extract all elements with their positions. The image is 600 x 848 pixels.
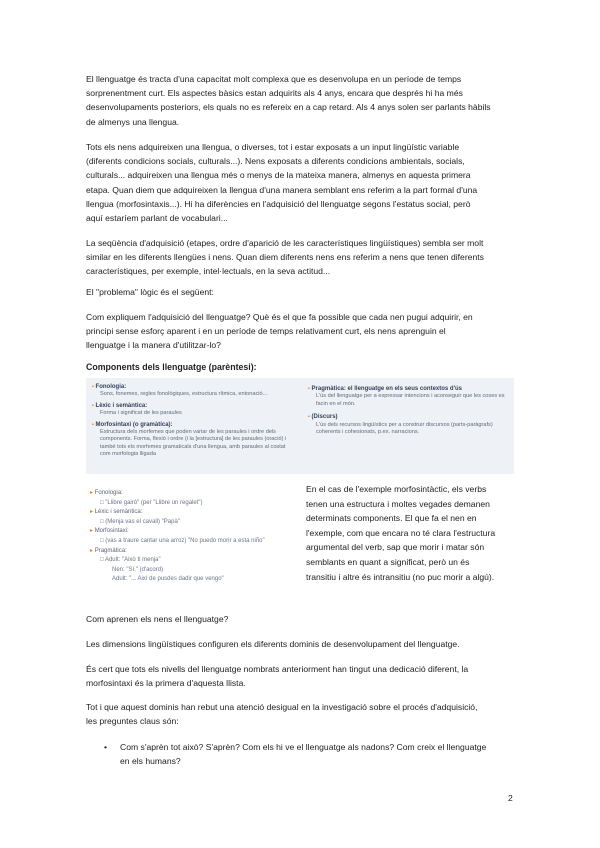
component-item: ▪ Pragmàtica: el llenguatge en els seus contextos d'ús [308, 386, 463, 392]
page-number: 2 [508, 793, 513, 803]
paragraph-levels: És cert que tots els nivells del llenguatge nombrats anteriorment han tingut una dedicació diferent, la morfosintaxi és la primera d'aquesta llista. [86, 664, 469, 689]
components-figure [86, 378, 514, 474]
examples-list [90, 489, 295, 585]
list-item: □ "Llibre gairó" (per "Llibre un regalet") [100, 499, 203, 506]
paragraph-problem: El "problema" lògic és el següent: [86, 287, 214, 297]
paragraph-dimensions: Les dimensions lingüístiques configuren els diferents dominis de desenvolupament del llenguatge. [86, 639, 460, 649]
list-item: ▸ Morfosintaxi: [90, 528, 129, 535]
component-item: ▪ Fonologia: [92, 384, 127, 390]
list-item: Adult: "... Així de pusdes dadir que vengo" [112, 576, 224, 583]
list-item: ▸ Pragmàtica: [90, 547, 127, 554]
component-item: ▪ Morfosintaxi (o gramàtica): [92, 421, 173, 428]
components-right-column: ▪ Pragmàtica: el llenguatge en els seus contextos d'ús L'ús del llenguatge per a expressar intencions i aconseguir que les coses es facin en el món. ▪ (Discurs) L'ús dels recursos lingüístics per a construir discursos (parts-paràgrafs) coherents i cohesionats, p.ex. narracions. [308, 386, 508, 436]
list-item: ▸ Fonologia: [90, 490, 123, 496]
list-item: □ (vas a traure cantar una arroz) "No puedo morir a esta niño" [100, 537, 265, 544]
paragraph-question: Com expliquem l'adquisició del llenguatge? Què és el que fa possible que cada nen pugui adquirir, en principi sense esforç aparent i en un període de temps relativament curt, els nens aprenguin el llenguatge i la manera d'utilitzar-lo? [86, 312, 473, 351]
list-item: □ Adult: "Això ti menja" [100, 557, 161, 564]
key-question-bullet: • Com s'aprèn tot això? S'aprèn? Com els hi ve el llenguatge als nadons? Com creix el llenguatge en els humans? [104, 742, 487, 767]
paragraph-intro: El llenguatge és tracta d'una capacitat molt complexa que es desenvolupa en un període de temps sorprenentment curt. Els aspectes bàsics estan adquirits als 4 anys, encara que després hi ha més desenvolupaments posteriors, els quals no es refereix en a cap retard. Als 4 anys solen ser parlants hàbils de almenys una llengua. [86, 74, 491, 127]
list-item: □ (Menja vas el cavall) "Papà" [100, 518, 180, 525]
components-left-column: ▪ Fonologia: Sons, fonemes, regles fonològiques, estructura rítmica, entonació... ▪ Lèxic i semàntica: Forma i significat de les paraules ▪ Morfosintaxi (o gramàtica): Estructura dels morfemes que poden variar de les paraules i ordre dels components. Forma, flexió i ordre (i la [estructura] de les paraules (oració) i també tots els morfemes gramaticals d'una llengua, amb paraules al costat com morfologia lligada [92, 384, 297, 459]
components-heading: Components dels llenguatge (parèntesi): [86, 362, 257, 372]
bullet-icon: • [104, 742, 108, 752]
paragraph-morphosyntax-example: En el cas de l'exemple morfosintàctic, els verbs tenen una estructura i moltes vegades demanen determinats components. El que fa el nen en l'exemple, com que encara no té clara l'estructura argumental del verb, sap que morir i matar són semblants en quant a significat, però un és transitiu i altre és intransitiu (no puc morir a algú). [306, 484, 496, 582]
component-item: ▪ Lèxic i semàntica: [92, 402, 148, 409]
paragraph-sequence: La seqüència d'adquisició (etapes, ordre d'aparició de les característiques lingüístiques) sembla ser molt similar en les diferents llengües i nens. Quan diem diferents nens ens referim a nens que tenen diferents característiques, per exemple, intel·lectuals, en la seva actitud... [86, 238, 484, 277]
paragraph-how-learn: Com aprenen els nens el llenguatge? [86, 614, 229, 624]
list-item: ▸ Lèxic i semàntica: [90, 509, 143, 516]
component-item: ▪ (Discurs) [308, 414, 338, 421]
paragraph-input: Tots els nens adquireixen una llengua, o diverses, tot i estar exposats a un input lingüístic variable (diferents condicions socials, culturals...). Nens exposats a diferents condicions ambientals, socials, culturals... adquireixen una llengua més o menys de la mateixa manera, almenys en aquesta primera etapa. Quan diem que adquireixen la llengua d'una manera semblant ens referim a la part formal d'una llengua (morfosintaxis...). Hi ha diferències en l'adquisició del llenguatge segons l'estatus social, però aquí estaríem parlant de vocabulari... [86, 142, 478, 224]
list-item: Nen: "Sí." (d'acord) [112, 566, 164, 573]
paragraph-domains: Tot i que aquest dominis han rebut una atenció desigual en la investigació sobre el procés d'adquisició, les preguntes claus són: [86, 702, 478, 727]
